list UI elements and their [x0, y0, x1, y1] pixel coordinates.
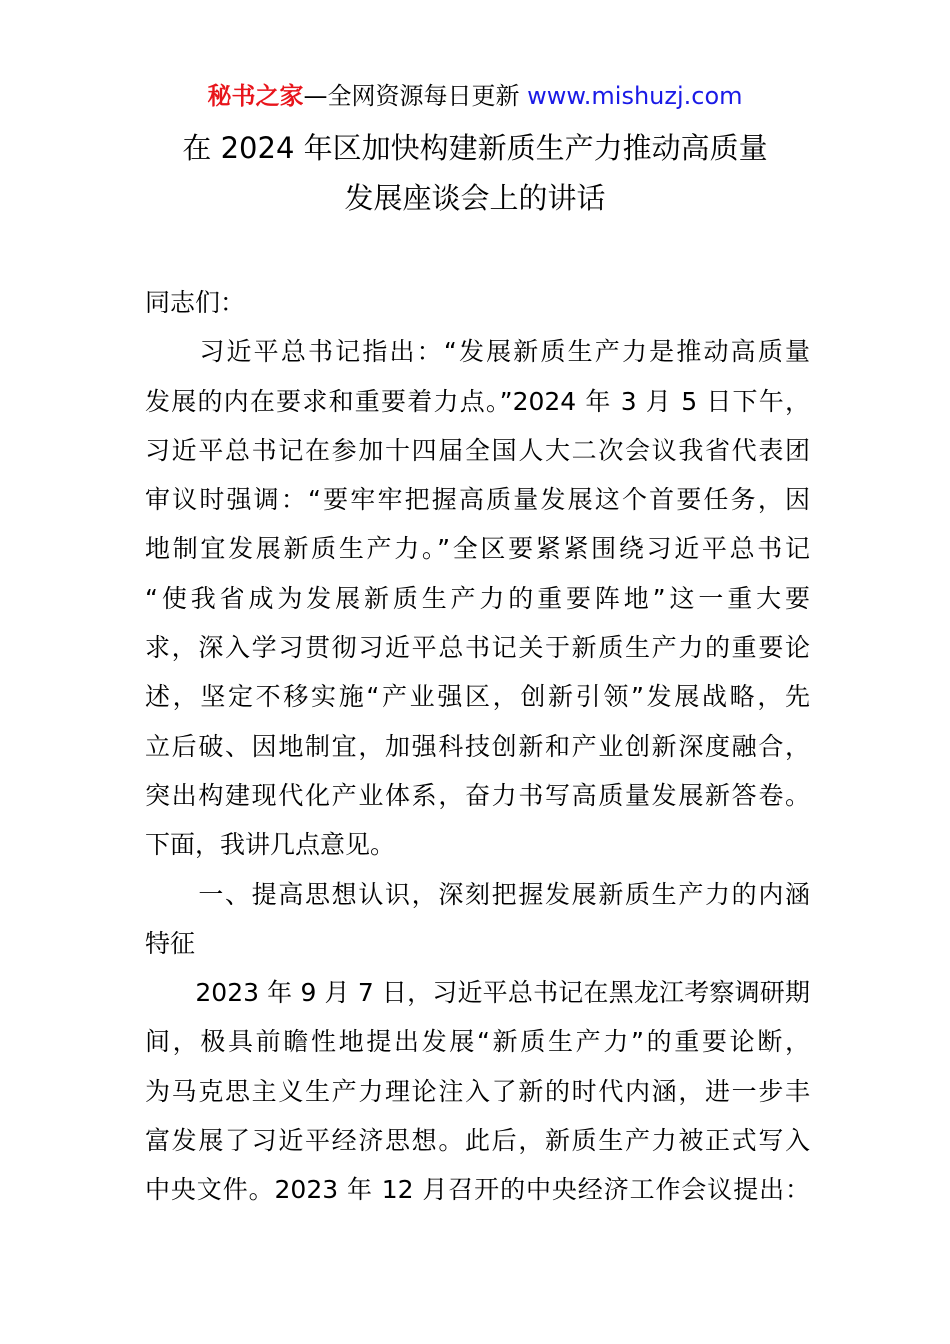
title-line-1: 在 2024 年区加快构建新质生产力推动高质量	[182, 131, 768, 165]
body-line: 中央文件。2023 年 12 月召开的中央经济工作会议提出：	[145, 1175, 810, 1205]
section-heading-line: 特征	[145, 928, 196, 958]
body-line: 为马克思主义生产力理论注入了新的时代内涵，进一步丰	[145, 1076, 810, 1106]
body-line: 发展的内在要求和重要着力点。”2024 年 3 月 5 日下午，	[145, 386, 810, 416]
body-line: 求，深入学习贯彻习近平总书记关于新质生产力的重要论	[145, 633, 810, 663]
body-line: “使我省成为发展新质生产力的重要阵地”这一重大要	[145, 583, 810, 613]
body-line: 立后破、因地制宜，加强科技创新和产业创新深度融合，	[145, 731, 810, 761]
brand-name: 秘书之家	[207, 82, 304, 110]
document-body	[145, 278, 810, 1215]
body-line: 2023 年 9 月 7 日，习近平总书记在黑龙江考察调研期	[145, 978, 810, 1008]
body-line: 富发展了习近平经济思想。此后，新质生产力被正式写入	[145, 1126, 810, 1156]
header-slogan: —全网资源每日更新	[303, 82, 520, 110]
body-line: 习近平总书记指出：“发展新质生产力是推动高质量	[145, 337, 810, 367]
body-line: 习近平总书记在参加十四届全国人大二次会议我省代表团	[145, 435, 810, 465]
header-banner	[0, 80, 950, 112]
document-title	[0, 126, 950, 226]
body-line: 地制宜发展新质生产力。”全区要紧紧围绕习近平总书记	[145, 534, 810, 564]
body-line: 述，坚定不移实施“产业强区，创新引领”发展战略，先	[145, 682, 810, 712]
body-line: 间，极具前瞻性地提出发展“新质生产力”的重要论断，	[145, 1027, 810, 1057]
title-line-2: 发展座谈会上的讲话	[344, 181, 606, 215]
body-line: 审议时强调：“要牢牢把握高质量发展这个首要任务，因	[145, 485, 810, 515]
site-url-link[interactable]: www.mishuzj.com	[527, 82, 743, 110]
salutation: 同志们：	[145, 288, 246, 317]
body-line: 突出构建现代化产业体系，奋力书写高质量发展新答卷。	[145, 780, 810, 810]
section-heading-line: 一、提高思想认识，深刻把握发展新质生产力的内涵	[145, 879, 810, 909]
body-line: 下面，我讲几点意见。	[145, 830, 396, 860]
